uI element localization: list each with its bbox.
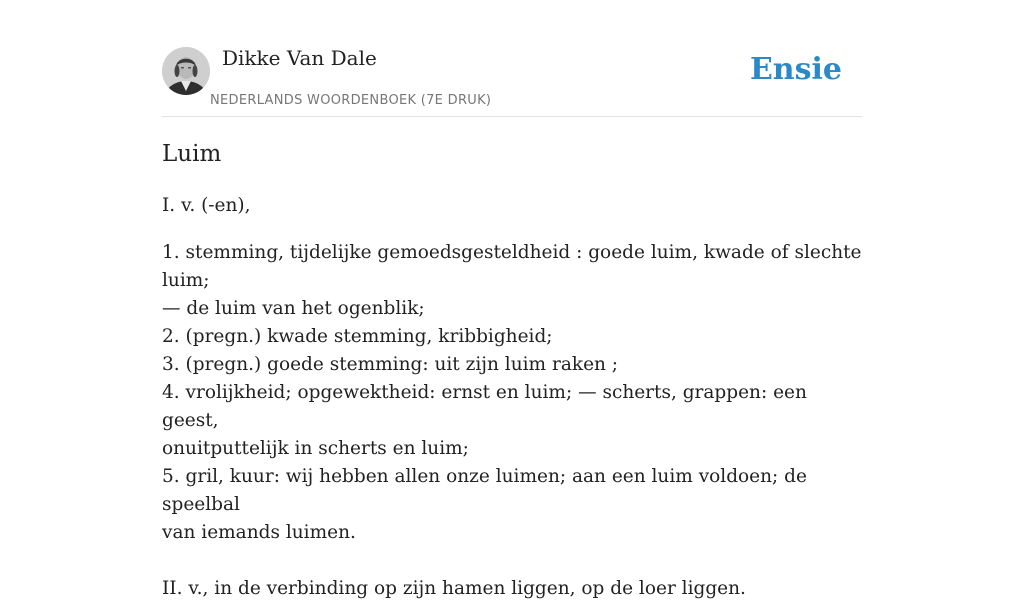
definition-line: 4. vrolijkheid; opgewektheid: ernst en luim; — scherts, grappen: een geest, bbox=[162, 382, 807, 431]
definition-line: 3. (pregn.) goede stemming: uit zijn luim raken ; bbox=[162, 354, 619, 375]
brand-logo-link[interactable]: Ensie bbox=[749, 52, 842, 87]
dictionary-source: NEDERLANDS WOORDENBOEK (7E DRUK) bbox=[210, 93, 492, 108]
definition-line: onuitputtelijk in scherts en luim; bbox=[162, 438, 469, 459]
entry-title: Luim bbox=[162, 141, 222, 167]
portrait-image bbox=[162, 47, 210, 95]
definition-line: — de luim van het ogenblik; bbox=[162, 298, 425, 319]
author-avatar[interactable] bbox=[162, 47, 210, 95]
author-name-link[interactable]: Dikke Van Dale bbox=[222, 46, 377, 70]
second-meaning: II. v., in de verbinding op zijn hamen liggen, op de loer liggen. bbox=[162, 578, 746, 599]
header bbox=[162, 0, 862, 117]
grammar-info: I. v. (-en), bbox=[162, 195, 251, 216]
definition-line: 5. gril, kuur: wij hebben allen onze luimen; aan een luim voldoen; de speelbal bbox=[162, 466, 807, 515]
definition-line: 1. stemming, tijdelijke gemoedsgesteldheid : goede luim, kwade of slechte luim; bbox=[162, 242, 862, 291]
page-container bbox=[162, 0, 862, 599]
entry-definition bbox=[162, 192, 862, 603]
definition-line: 2. (pregn.) kwade stemming, kribbigheid; bbox=[162, 326, 553, 347]
spacer bbox=[162, 547, 862, 575]
definition-line: van iemands luimen. bbox=[162, 522, 356, 543]
